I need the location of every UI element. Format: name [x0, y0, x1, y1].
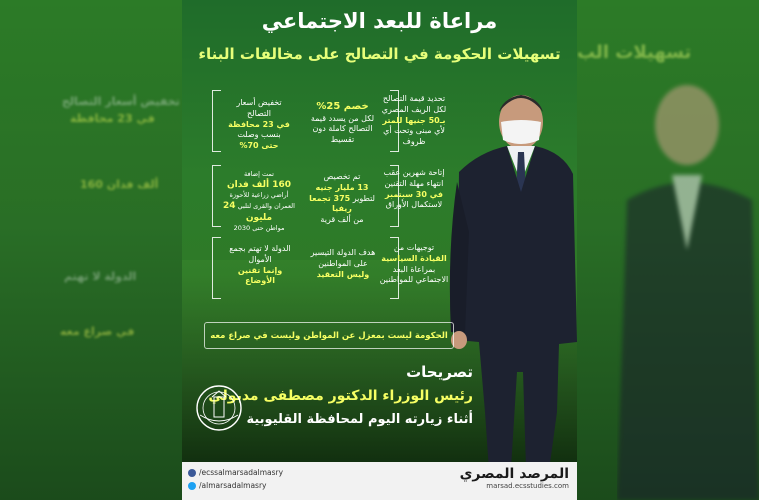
blurred-background-right	[577, 0, 759, 500]
card-text: تم تخصيص	[323, 172, 361, 181]
card-text: تحديد قيمة التصالح لكل الريف المصري	[381, 94, 447, 114]
card-text: إتاحة شهرين عقب انتهاء مهلة التقنين	[383, 168, 445, 188]
card-highlight: حتى 70%	[239, 141, 279, 151]
card-text: تمت إضافة	[244, 170, 274, 178]
twitter-link[interactable]	[188, 481, 266, 490]
card-highlight: خصم 25%	[316, 101, 369, 112]
speaker-name: رئيس الوزراء الدكتور مصطفى مدبولي	[208, 388, 473, 404]
page-subtitle: تسهيلات الحكومة في التصالح على مخالفات البناء	[198, 45, 561, 63]
statements-heading: تصريحات	[406, 363, 473, 381]
footer-bar	[182, 462, 577, 500]
card-text: هدف الدولة التيسير على المواطنين	[310, 248, 376, 268]
card-highlight: القيادة السياسية	[381, 253, 447, 263]
blurred-text: في صراع معه	[60, 325, 135, 338]
fact-card	[226, 244, 294, 287]
twitter-icon	[188, 482, 196, 490]
fact-card	[310, 100, 375, 146]
fact-card	[306, 172, 378, 226]
card-text: لتطوير	[352, 193, 375, 203]
blurred-text: الدولة لا تهتم	[64, 270, 137, 283]
card-text: الدولة لا تهتم بجمع الأموال	[229, 244, 291, 264]
governorate-seal-icon	[192, 383, 247, 433]
blurred-text: في 23 محافظة	[70, 112, 155, 125]
fact-card	[222, 170, 296, 233]
card-bracket	[212, 90, 221, 152]
card-highlight: في 23 محافظة	[228, 119, 290, 129]
prime-minister-photo	[439, 82, 577, 500]
card-bracket	[212, 165, 221, 227]
card-text: مواطن حتى 2030	[233, 223, 285, 232]
quote-banner	[204, 322, 454, 349]
card-highlight: بـ50 جنيها للمتر	[382, 115, 446, 125]
card-highlight: في 30 سبتمبر	[384, 189, 444, 199]
card-text: لأي مبنى وتحت أي ظروف	[383, 126, 445, 147]
card-text: أراضي زراعية للأحوزة العمران والقرى لتلبي	[229, 190, 295, 210]
infographic-poster	[182, 0, 577, 500]
blurred-person-silhouette	[617, 70, 759, 500]
card-text: بنسب وصلت	[237, 130, 281, 140]
blurred-text: تسهيلات الب	[577, 42, 692, 63]
blurred-text: 160 ألف فدان	[80, 178, 159, 191]
card-text: لكل من يسدد قيمة التصالح كاملة دون تقسيط	[310, 113, 375, 145]
card-highlight: 160 ألف فدان	[226, 179, 292, 190]
brand-url: marsad.ecsstudies.com	[486, 482, 569, 490]
twitter-handle: /almarsadalmasry	[199, 481, 267, 490]
card-highlight: 24 مليون	[223, 200, 273, 223]
blurred-background-left	[0, 0, 182, 500]
card-text: لاستكمال الأوراق	[385, 200, 443, 210]
card-highlight: 13 مليار جنيه	[315, 182, 369, 192]
page-title: مراعاة للبعد الاجتماعي	[261, 9, 498, 33]
card-highlight: وإنما تقنين الأوضاع	[237, 265, 283, 286]
card-highlight: 375 تجمعا ريفيا	[309, 193, 352, 214]
facebook-handle: /ecssalmarsadalmasry	[199, 468, 284, 477]
visit-caption: أثناء زيارته اليوم لمحافظة القليوبية	[246, 412, 473, 427]
facebook-link[interactable]	[188, 468, 283, 477]
fact-card	[224, 98, 294, 152]
card-text: تخفيض أسعار التصالح	[236, 98, 282, 118]
card-highlight: وليس التعقيد	[316, 269, 370, 279]
quote-text: الحكومة ليست بمعزل عن المواطن وليست في صراع معه	[210, 330, 448, 341]
card-bracket	[212, 237, 221, 299]
card-text: بمراعاة البعد الاجتماعي للمواطنين	[379, 264, 449, 285]
blurred-text: تخفيض أسعار التصالح	[62, 95, 180, 108]
facebook-icon	[188, 469, 196, 477]
card-text: توجيهات من	[393, 243, 435, 252]
brand-name: المرصد المصري	[459, 466, 569, 482]
card-text: من ألف قرية	[320, 215, 364, 225]
brand-logo	[460, 466, 569, 490]
fact-card	[308, 248, 378, 280]
